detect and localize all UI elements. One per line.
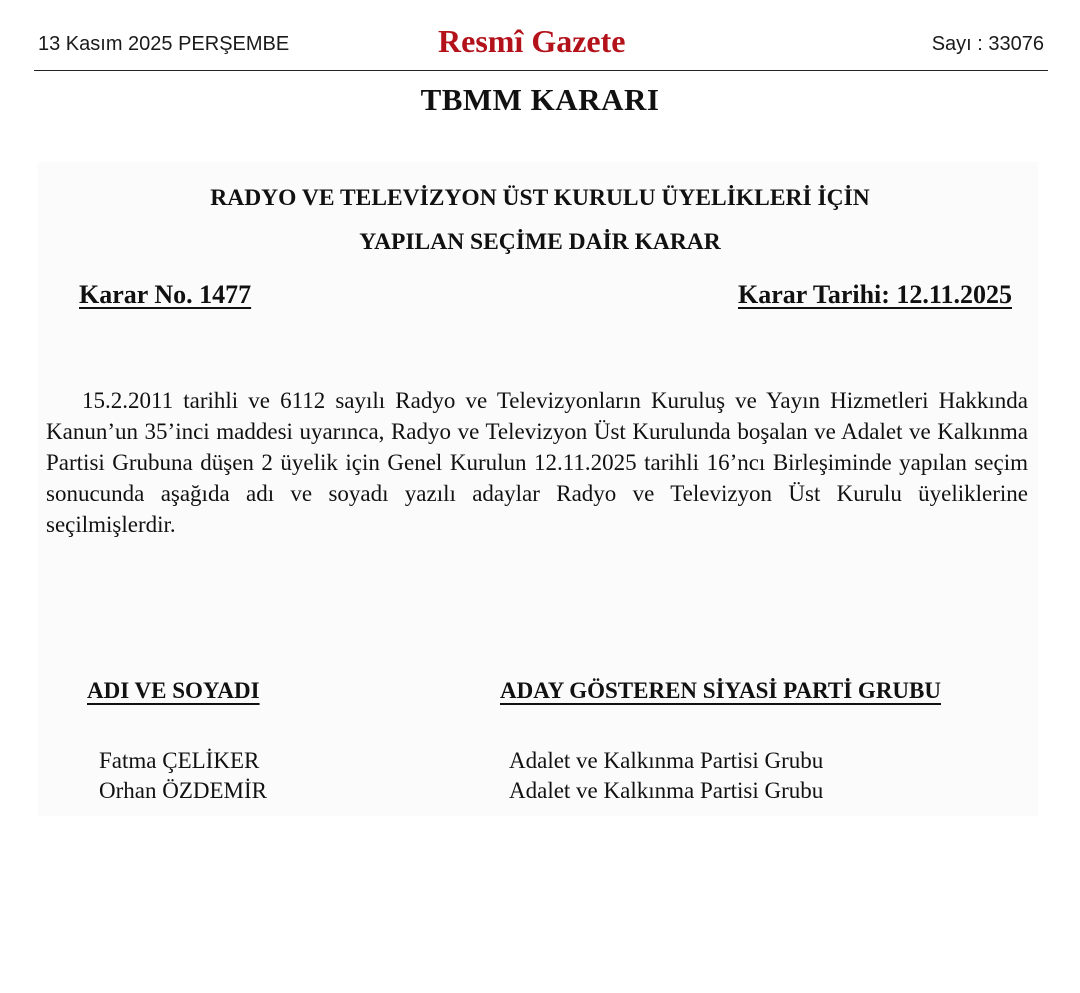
member-name: Fatma ÇELİKER <box>99 748 260 773</box>
member-name: Orhan ÖZDEMİR <box>99 778 267 803</box>
decision-body-text: 15.2.2011 tarihli ve 6112 sayılı Radyo ve Televizyonların Kuruluş ve Yayın Hizmetleri Hakkında Kanun’un 35’inci maddesi uyarınca, Radyo ve Televizyon Üst Kurulunda boşalan ve Adalet ve Kalkınma Partisi Grubuna düşen 2 üyelik için Genel Kurulun 12.11.2025 tarihli 16’ncı Birleşiminde yapılan seçim sonucunda aşağıda adı ve soyadı yazılı adaylar Radyo ve Televizyon Üst Kurulu üyeliklerine seçilmişlerdir. <box>46 388 1028 537</box>
decision-title-line-2: YAPILAN SEÇİME DAİR KARAR <box>359 229 721 255</box>
member-party: Adalet ve Kalkınma Partisi Grubu <box>509 748 824 773</box>
column-header-name: ADI VE SOYADI <box>87 678 260 703</box>
gazette-header <box>34 22 1048 71</box>
member-party: Adalet ve Kalkınma Partisi Grubu <box>509 778 824 803</box>
issue-number: Sayı : 33076 <box>931 33 1044 55</box>
section-title: TBMM KARARI <box>420 82 660 117</box>
decision-number: Karar No. 1477 <box>79 280 252 309</box>
gazette-title: Resmî Gazete <box>438 23 626 59</box>
column-header-party: ADAY GÖSTEREN SİYASİ PARTİ GRUBU <box>500 678 941 703</box>
issue-date: 13 Kasım 2025 PERŞEMBE <box>38 33 290 55</box>
decision-date: Karar Tarihi: 12.11.2025 <box>738 280 1012 309</box>
decision-title-line-1: RADYO VE TELEVİZYON ÜST KURULU ÜYELİKLERİ İÇİN <box>210 185 870 211</box>
